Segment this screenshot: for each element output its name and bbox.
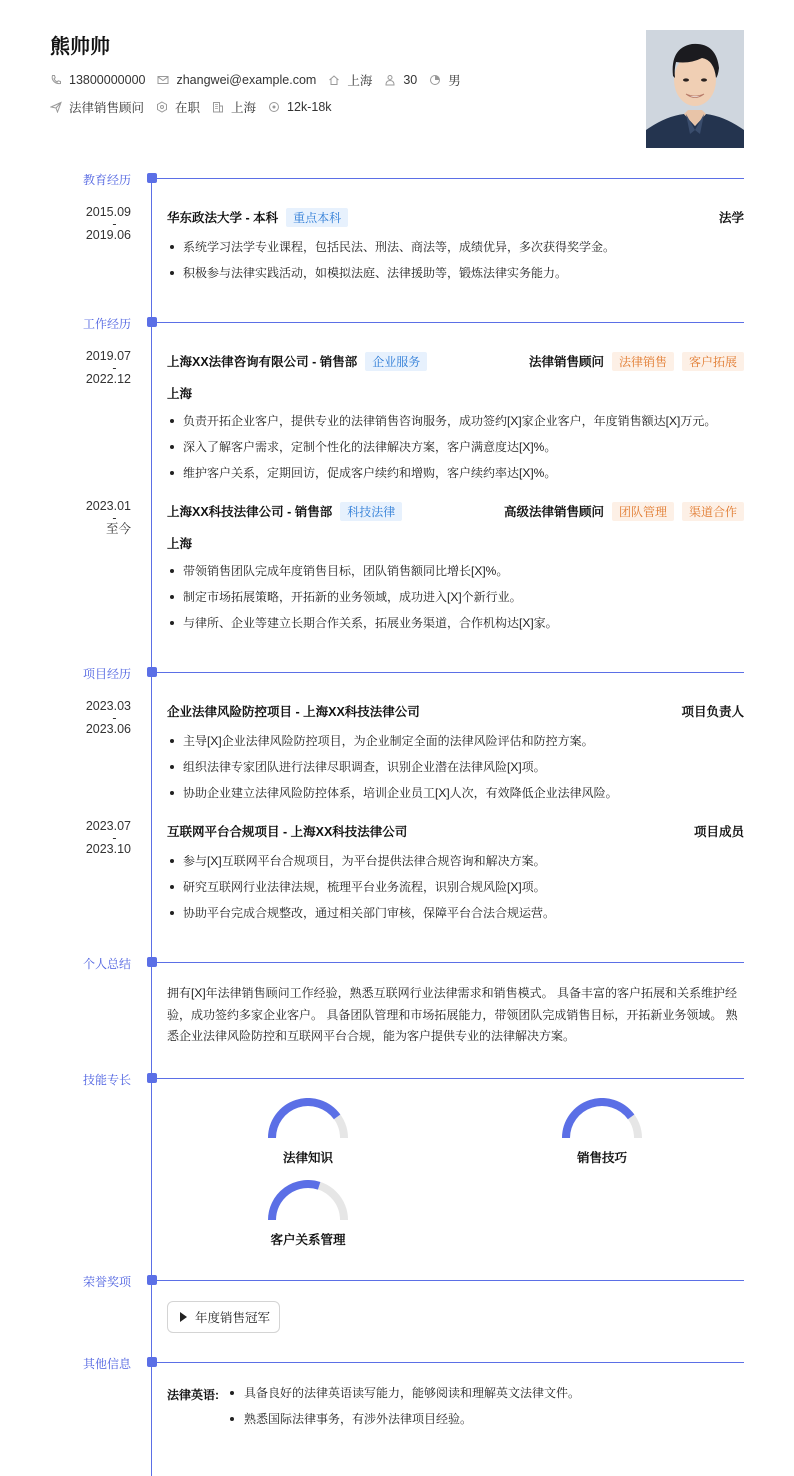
job-intent-row xyxy=(50,98,344,116)
section-marker xyxy=(147,957,157,967)
email-item xyxy=(157,73,316,87)
skill-gauge xyxy=(263,1098,353,1142)
section-marker xyxy=(147,317,157,327)
award-badge[interactable] xyxy=(167,1301,280,1333)
section-divider xyxy=(157,178,744,179)
resume-header xyxy=(50,30,744,148)
section-title-project: 项目经历 xyxy=(82,667,131,681)
project-entry-head-1 xyxy=(167,702,744,720)
email-text: zhangwei@example.com xyxy=(176,73,317,87)
gender-icon xyxy=(429,74,441,86)
phone-item xyxy=(50,73,145,87)
profile-photo xyxy=(646,30,744,148)
skill-gauge xyxy=(263,1180,353,1224)
section-divider xyxy=(157,1280,744,1281)
salary-item xyxy=(268,100,331,114)
work-industry-tag: 企业服务 xyxy=(365,352,427,371)
salary-text: 12k-18k xyxy=(287,100,332,114)
project-bullets-2 xyxy=(167,853,744,931)
list-item: 带领销售团队完成年度销售目标，团队销售额同比增长[X]%。 xyxy=(167,563,744,589)
work-role-tag: 团队管理 xyxy=(612,502,674,521)
project-date-1: 2023.03 - 2023.06 xyxy=(85,699,131,736)
skill-item xyxy=(263,1180,353,1248)
list-item: 负责开拓企业客户，提供专业的法律销售咨询服务，成功签约[X]家企业客户，年度销售额达[X]万元。 xyxy=(167,413,744,439)
skill-gauge-fill xyxy=(272,1102,337,1138)
gender-text: 男 xyxy=(448,74,461,88)
list-item: 具备良好的法律英语读写能力，能够阅读和理解英文法律文件。 xyxy=(228,1385,744,1411)
section-title-skills: 技能专长 xyxy=(82,1073,131,1087)
work-role: 高级法律销售顾问 xyxy=(503,505,604,519)
skill-label: 法律知识 xyxy=(282,1151,333,1165)
section-marker xyxy=(147,1073,157,1083)
work-role-tag: 渠道合作 xyxy=(682,502,744,521)
play-icon xyxy=(180,1312,187,1322)
project-role: 项目负责人 xyxy=(681,705,744,719)
salary-icon xyxy=(268,101,280,113)
section-marker xyxy=(147,1275,157,1285)
list-item: 制定市场拓展策略，开拓新的业务领域，成功进入[X]个新行业。 xyxy=(167,589,744,615)
section-divider xyxy=(157,322,744,323)
work-location: 上海 xyxy=(167,537,193,551)
edu-bullets xyxy=(167,239,744,291)
section-education xyxy=(0,172,794,186)
send-icon xyxy=(50,101,62,113)
work-company: 上海XX法律咨询有限公司 - 销售部 xyxy=(167,355,358,369)
work-location: 上海 xyxy=(167,387,193,401)
status-item xyxy=(156,98,200,116)
list-item: 主导[X]企业法律风险防控项目，为企业制定全面的法律风险评估和防控方案。 xyxy=(167,733,744,759)
list-item: 组织法律专家团队进行法律尽职调查，识别企业潜在法律风险[X]项。 xyxy=(167,759,744,785)
list-item: 协助企业建立法律风险防控体系，培训企业员工[X]人次，有效降低企业法律风险。 xyxy=(167,785,744,811)
target-city-text: 上海 xyxy=(231,101,257,115)
other-bullets xyxy=(228,1385,744,1437)
section-divider xyxy=(157,672,744,673)
work-company: 上海XX科技法律公司 - 销售部 xyxy=(167,505,333,519)
list-item: 协助平台完成合规整改，通过相关部门审核，保障平台合法合规运营。 xyxy=(167,905,744,931)
skill-gauge xyxy=(557,1098,647,1142)
edu-tag: 重点本科 xyxy=(286,208,348,227)
edu-major: 法学 xyxy=(718,211,744,225)
contact-row xyxy=(50,71,473,89)
skill-gauge-fill xyxy=(272,1184,319,1220)
skill-item xyxy=(263,1098,353,1166)
work-date-2: 2023.01 - 至今 xyxy=(85,499,131,536)
project-role: 项目成员 xyxy=(693,825,744,839)
phone-text: 13800000000 xyxy=(69,73,146,87)
summary-line: 拥有[X]年法律销售顾问工作经验，熟悉互联网行业法律需求和销售模式。 具备丰富的客户拓展和关系维护经 xyxy=(167,986,738,1000)
edu-date: 2015.09 - 2019.06 xyxy=(85,205,131,242)
list-item: 维护客户关系，定期回访，促成客户续约和增购，客户续约率达[X]%。 xyxy=(167,465,744,491)
project-date-2: 2023.07 - 2023.10 xyxy=(85,819,131,856)
position-item xyxy=(50,98,144,116)
work-bullets-2 xyxy=(167,563,744,641)
position-text: 法律销售顾问 xyxy=(69,101,145,115)
status-icon xyxy=(156,101,168,113)
summary-line: 验，成功签约多家企业客户。 具备团队管理和市场拓展能力，带领团队完成销售目标，开拓新业务领域。 熟 xyxy=(167,1007,738,1022)
section-other xyxy=(0,1356,794,1370)
list-item: 参与[X]互联网平台合规项目，为平台提供法律合规咨询和解决方案。 xyxy=(167,853,744,879)
other-label: 法律英语: xyxy=(167,1388,219,1402)
skill-label: 销售技巧 xyxy=(576,1151,627,1165)
section-title-summary: 个人总结 xyxy=(82,957,131,971)
section-title-honors: 荣誉奖项 xyxy=(82,1275,131,1289)
section-title-other: 其他信息 xyxy=(82,1357,131,1371)
list-item: 系统学习法学专业课程，包括民法、刑法、商法等，成绩优异，多次获得奖学金。 xyxy=(167,239,744,265)
section-honors xyxy=(0,1274,794,1288)
list-item: 积极参与法律实践活动，如模拟法庭、法律援助等，锻炼法律实务能力。 xyxy=(167,265,744,291)
work-entry-head-1 xyxy=(167,352,744,370)
candidate-name: 熊帅帅 xyxy=(50,36,110,58)
list-item: 深入了解客户需求，定制个性化的法律解决方案，客户满意度达[X]%。 xyxy=(167,439,744,465)
work-bullets-1 xyxy=(167,413,744,491)
edu-school: 华东政法大学 - 本科 xyxy=(167,211,279,225)
work-role-tag: 法律销售 xyxy=(612,352,674,371)
section-title-work: 工作经历 xyxy=(82,317,131,331)
gender-item xyxy=(429,71,461,89)
mail-icon xyxy=(157,74,169,86)
section-marker xyxy=(147,1357,157,1367)
section-divider xyxy=(157,1362,744,1363)
section-work xyxy=(0,316,794,330)
age-item xyxy=(384,73,417,87)
status-text: 在职 xyxy=(175,101,201,115)
age-text: 30 xyxy=(403,73,418,87)
target-city-item xyxy=(212,98,256,116)
section-summary xyxy=(0,956,794,970)
section-divider xyxy=(157,962,744,963)
home-icon xyxy=(328,74,340,86)
section-project xyxy=(0,666,794,680)
work-role-tag: 客户拓展 xyxy=(682,352,744,371)
award-label: 年度销售冠军 xyxy=(195,1311,271,1325)
work-date-1: 2019.07 - 2022.12 xyxy=(85,349,131,386)
section-title-education: 教育经历 xyxy=(82,173,131,187)
city-text: 上海 xyxy=(347,74,373,88)
person-icon xyxy=(384,74,396,86)
summary-line: 悉企业法律风险防控和互联网平台合规，能为客户提供专业的法律解决方案。 xyxy=(167,1029,576,1043)
section-skills xyxy=(0,1072,794,1086)
city-item xyxy=(328,71,372,89)
project-title: 企业法律风险防控项目 - 上海XX科技法律公司 xyxy=(167,705,420,719)
section-marker xyxy=(147,667,157,677)
edu-entry-head xyxy=(167,208,744,226)
skill-label: 客户关系管理 xyxy=(270,1233,346,1247)
list-item: 研究互联网行业法律法规，梳理平台业务流程，识别合规风险[X]项。 xyxy=(167,879,744,905)
work-role: 法律销售顾问 xyxy=(528,355,604,369)
skill-item xyxy=(557,1098,647,1166)
list-item: 与律所、企业等建立长期合作关系，拓展业务渠道，合作机构达[X]家。 xyxy=(167,615,744,641)
work-industry-tag: 科技法律 xyxy=(340,502,402,521)
list-item: 熟悉国际法律事务，有涉外法律项目经验。 xyxy=(228,1411,744,1437)
summary-text xyxy=(167,983,744,1048)
project-bullets-1 xyxy=(167,733,744,811)
skill-gauge-fill xyxy=(566,1102,631,1138)
project-entry-head-2 xyxy=(167,822,744,840)
building-icon xyxy=(212,101,224,113)
section-divider xyxy=(157,1078,744,1079)
section-marker xyxy=(147,173,157,183)
work-entry-head-2 xyxy=(167,502,744,520)
project-title: 互联网平台合规项目 - 上海XX科技法律公司 xyxy=(167,825,408,839)
phone-icon xyxy=(50,74,62,86)
